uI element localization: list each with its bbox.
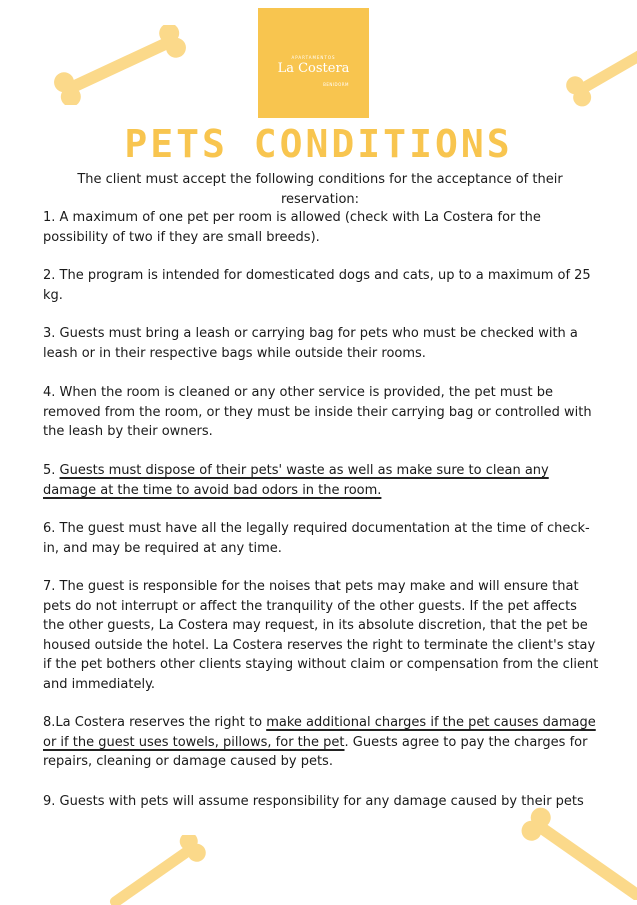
bone-top-left-icon bbox=[40, 25, 200, 105]
logo-tagline-bottom: BENIDORM bbox=[323, 82, 349, 87]
clause-8-underlined: make additional charges if the pet causes damage or if the guest uses towels, pillows, for the pet bbox=[43, 715, 596, 750]
bone-bottom-left-icon bbox=[100, 835, 220, 905]
brand-logo bbox=[258, 8, 369, 118]
bone-bottom-right-icon bbox=[508, 800, 637, 900]
clause-7: 7. The guest is responsible for the noises that pets may make and will ensure that pets do not interrupt or affect the tranquility of the other guests. If the pet affects the other guests, La Costera may request, in its absolute discretion, that the pet be housed outside the hotel. La Costera reserves the right to terminate the client's stay if the pet bothers other clients staying without claim or compensation from the client and immediately. bbox=[43, 579, 599, 692]
intro-text: The client must accept the following conditions for the acceptance of their reservation: bbox=[77, 172, 563, 207]
clause-6: 6. The guest must have all the legally required documentation at the time of check-in, and may be required at any time. bbox=[43, 521, 590, 556]
page-title: PETS CONDITIONS bbox=[124, 122, 513, 166]
clause-5-prefix: 5. bbox=[43, 463, 60, 478]
logo-tagline-top: APARTAMENTOS bbox=[291, 55, 336, 60]
clause-8 bbox=[43, 713, 599, 772]
clause-9: 9. Guests with pets will assume responsibility for any damage caused by their pets bbox=[43, 794, 584, 809]
clause-1: 1. A maximum of one pet per room is allowed (check with La Costera for the possibility of two if they are small breeds). bbox=[43, 210, 541, 245]
bone-top-right-icon bbox=[560, 40, 637, 110]
clause-5 bbox=[43, 461, 599, 500]
clause-3: 3. Guests must bring a leash or carrying bag for pets who must be checked with a leash or in their respective bags while outside their rooms. bbox=[43, 326, 578, 361]
clause-4: 4. When the room is cleaned or any other service is provided, the pet must be removed from the room, or they must be inside their carrying bag or controlled with the leash by their owners. bbox=[43, 385, 592, 439]
clause-5-underlined: Guests must dispose of their pets' waste as well as make sure to clean any damage at the time to avoid bad odors in the room. bbox=[43, 463, 549, 498]
logo-brand-name: La Costera bbox=[277, 61, 350, 76]
clause-8-suffix: . Guests agree to pay the charges for repairs, cleaning or damage caused by pets. bbox=[43, 734, 588, 769]
clause-8-prefix: 8.La Costera reserves the right to bbox=[43, 715, 267, 730]
clause-2: 2. The program is intended for domesticated dogs and cats, up to a maximum of 25 kg. bbox=[43, 268, 591, 303]
